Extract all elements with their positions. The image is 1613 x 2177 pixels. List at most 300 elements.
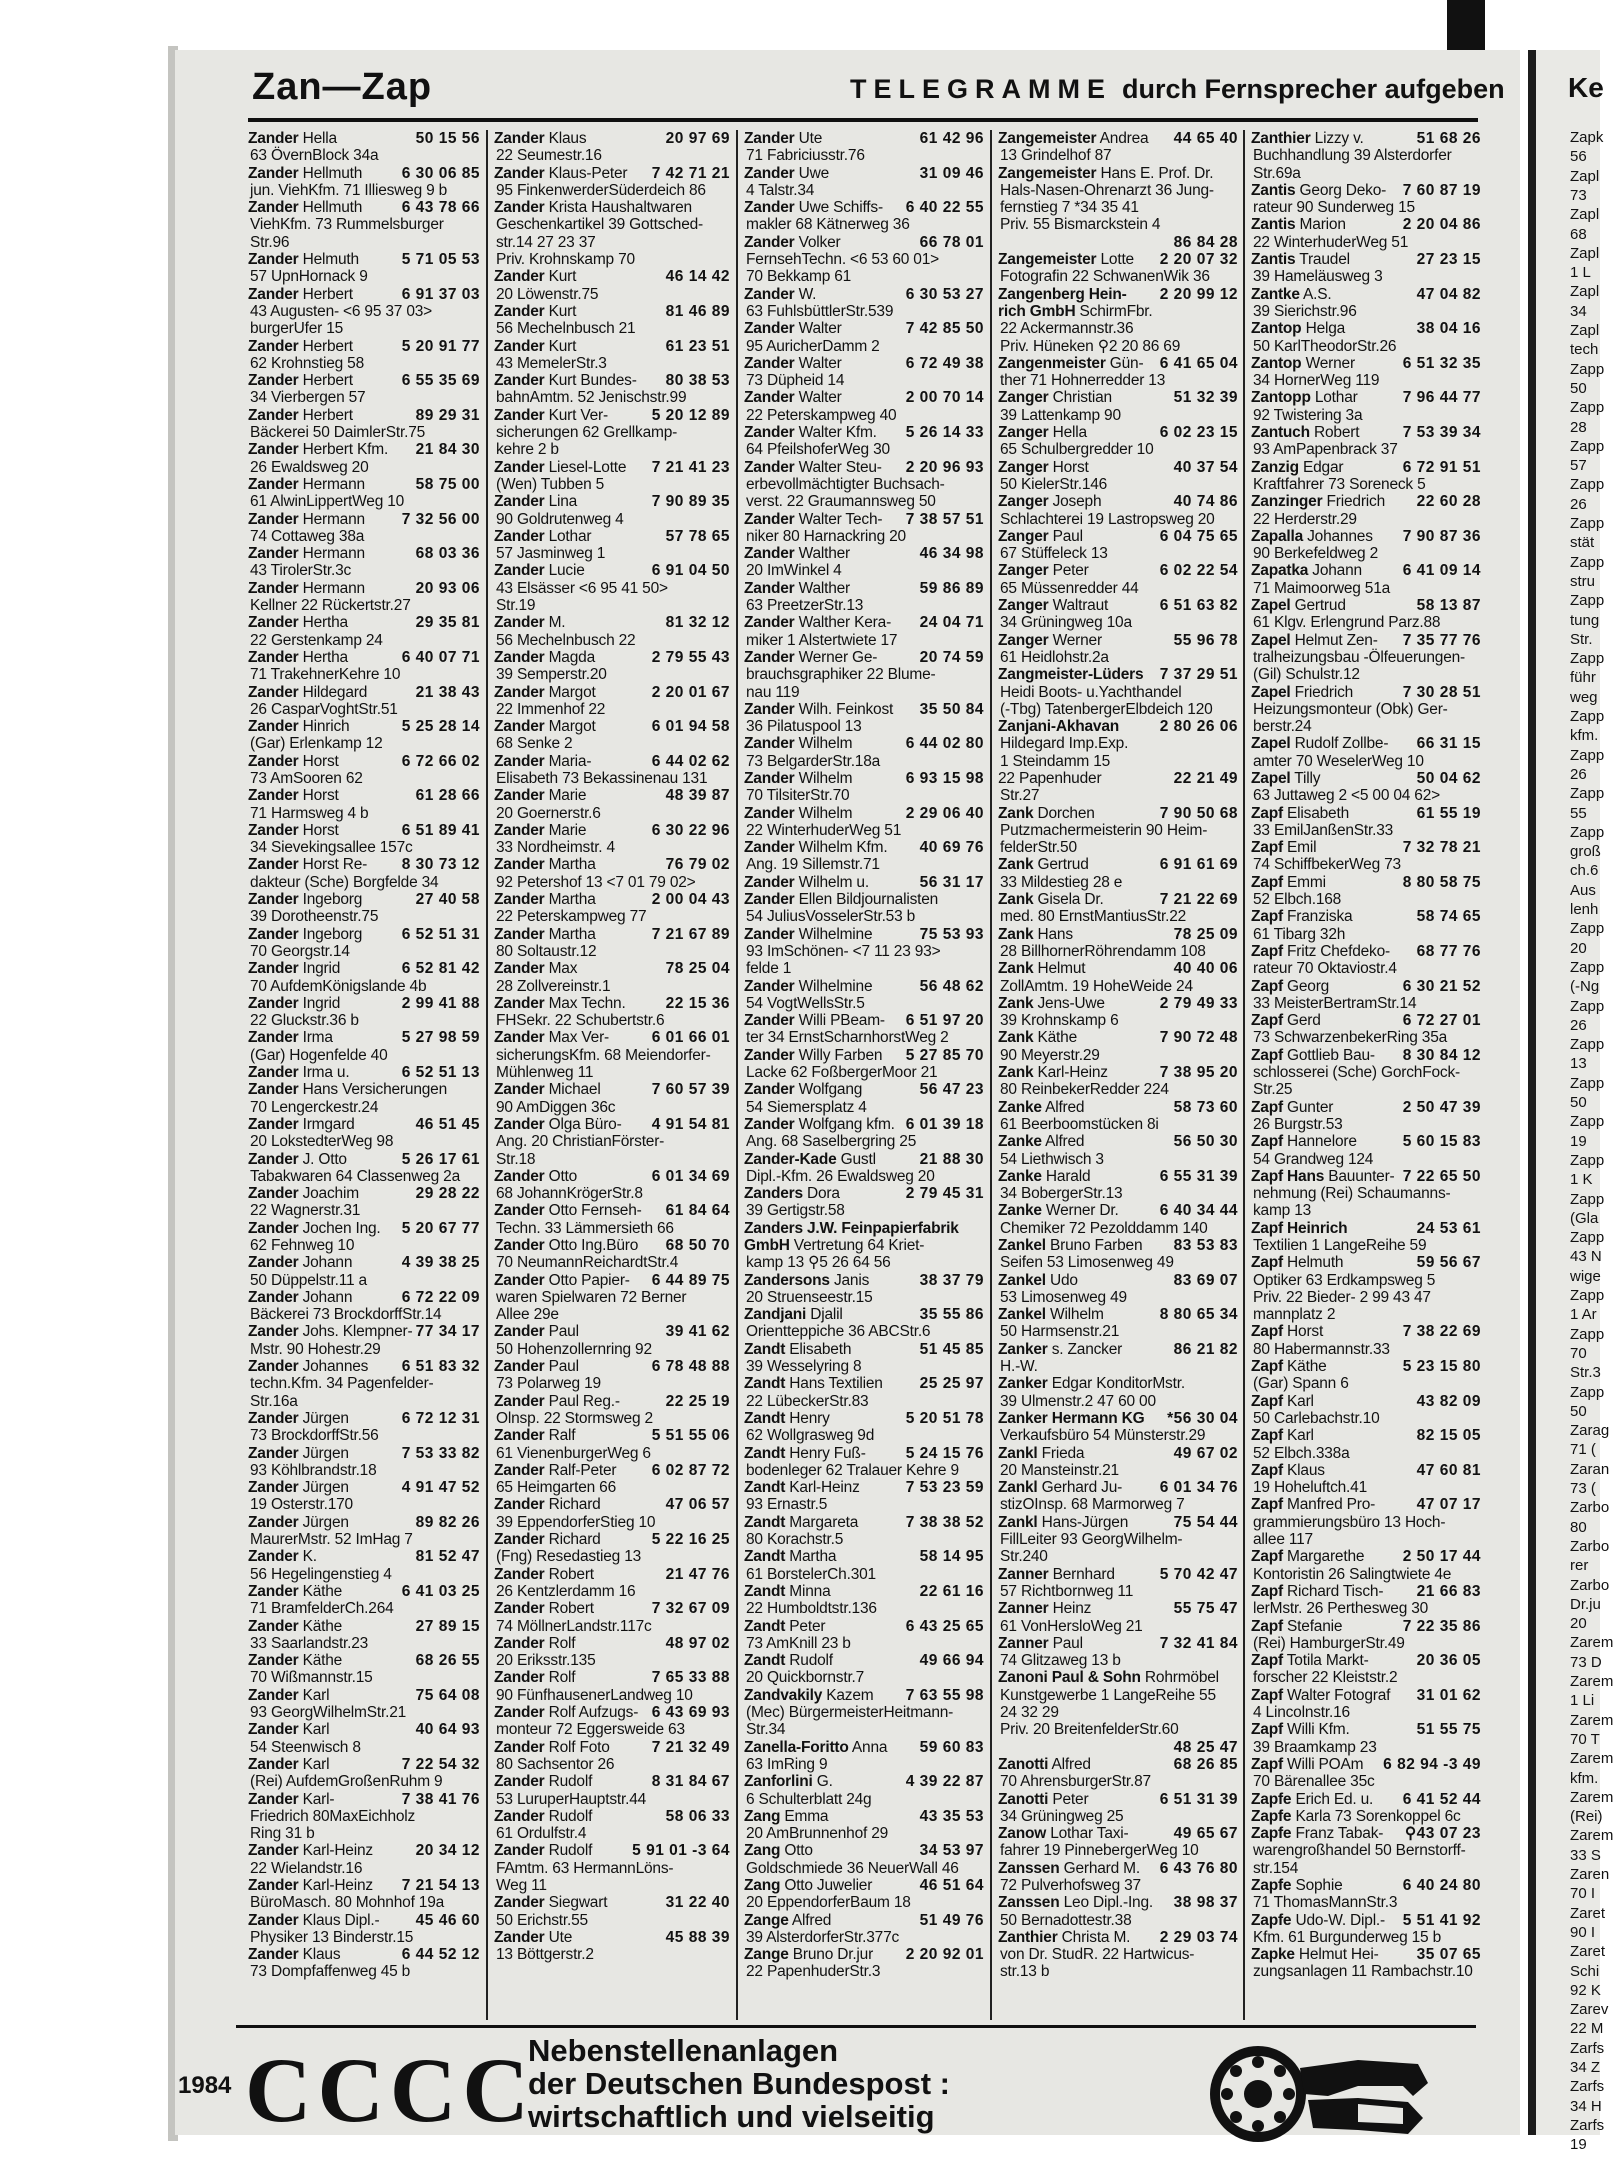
listing-given-name: Johannes bbox=[298, 1358, 369, 1376]
listing-name-group bbox=[494, 1808, 592, 1825]
listing-line bbox=[248, 995, 480, 1012]
next-page-fragment: tech bbox=[1570, 341, 1599, 359]
listing-name-group bbox=[998, 1306, 1104, 1323]
listing-entry bbox=[248, 1652, 480, 1687]
listing-entry bbox=[998, 1929, 1238, 1981]
listing-phone-number: 5 20 51 78 bbox=[905, 1409, 984, 1427]
listing-surname: Zander bbox=[494, 891, 545, 909]
listing-surname: Zank bbox=[998, 891, 1034, 909]
listing-given-name: Emil bbox=[1282, 839, 1317, 857]
listing-name-group bbox=[248, 1721, 329, 1738]
listing-phone-number: 59 60 83 bbox=[919, 1738, 984, 1756]
listing-detail: (Rei) HamburgerStr.49 bbox=[1253, 1634, 1405, 1652]
listing-phone-number: 6 44 02 80 bbox=[905, 735, 984, 753]
listing-phone-number: 2 20 96 93 bbox=[905, 458, 984, 476]
listing-surname: Zander bbox=[248, 1358, 299, 1376]
listing-name-group bbox=[1251, 355, 1355, 372]
listing-line bbox=[494, 130, 730, 147]
listing-entry bbox=[248, 891, 480, 926]
listing-entry bbox=[248, 614, 480, 649]
listing-phone-number: 6 01 34 69 bbox=[651, 1167, 730, 1185]
listing-phone-number: 31 01 62 bbox=[1416, 1686, 1481, 1704]
listing-phone-number: 40 74 86 bbox=[1173, 493, 1238, 511]
listing-detail: verst. 22 Graumannsweg 50 bbox=[746, 493, 936, 511]
listing-surname: Zapf bbox=[1251, 1133, 1283, 1151]
listing-detail: BüroMasch. 80 Mohnhof 19a bbox=[250, 1894, 445, 1912]
listing-name-group bbox=[248, 1185, 359, 1202]
listing-entry bbox=[494, 1029, 730, 1081]
listing-surname: Zanoni Paul & Sohn bbox=[998, 1669, 1141, 1687]
listing-detail: 20 EppendorferBaum 18 bbox=[746, 1894, 911, 1912]
listing-line bbox=[248, 1842, 480, 1859]
listing-surname: Zantke bbox=[1251, 285, 1300, 303]
listing-entry bbox=[248, 1479, 480, 1514]
listing-name-group bbox=[248, 1583, 342, 1600]
listing-phone-number: 22 21 49 bbox=[1173, 769, 1238, 787]
listing-phone-number: 6 30 22 96 bbox=[651, 821, 730, 839]
next-page-fragment: Zapp bbox=[1570, 920, 1605, 938]
listing-detail: 73 SchwarzenbekerRing 35a bbox=[1253, 1029, 1448, 1047]
listing-entry bbox=[744, 1445, 984, 1480]
listing-name-group bbox=[494, 1237, 638, 1254]
listing-given-name: Peter bbox=[785, 1617, 826, 1635]
listing-name-group bbox=[494, 372, 637, 389]
listing-phone-number: 6 52 51 31 bbox=[401, 925, 480, 943]
listing-entry bbox=[744, 1912, 984, 1947]
listing-detail: felde 1 bbox=[746, 960, 792, 978]
listing-surname: Zander bbox=[248, 164, 299, 182]
listing-entry bbox=[1251, 1133, 1481, 1168]
listing-given-name: Christa M. bbox=[1057, 1928, 1131, 1946]
listing-phone-number: 5 25 28 14 bbox=[401, 718, 480, 736]
listing-surname: Zapel bbox=[1251, 683, 1291, 701]
next-page-fragment: tung bbox=[1570, 611, 1600, 629]
listing-name-group bbox=[494, 1202, 642, 1219]
listing-surname: Zander bbox=[248, 1185, 299, 1203]
listing-line bbox=[248, 1410, 480, 1427]
listing-phone-number: 2 79 45 31 bbox=[905, 1185, 984, 1203]
listing-given-name: Wilhelmine bbox=[794, 977, 873, 995]
listing-entry bbox=[744, 1272, 984, 1307]
listing-phone-number: 58 14 95 bbox=[919, 1548, 984, 1566]
listing-phone-number: 31 22 40 bbox=[665, 1894, 730, 1912]
listing-entry bbox=[744, 1341, 984, 1376]
listing-entry bbox=[1251, 874, 1481, 909]
listing-detail: str.13 b bbox=[1000, 1963, 1050, 1981]
listing-name-group bbox=[494, 303, 576, 320]
listing-detail: rateur 90 Sunderweg 15 bbox=[1253, 199, 1415, 217]
listing-detail: 50 KarlTheodorStr.26 bbox=[1253, 337, 1397, 355]
listing-name-group bbox=[1251, 1496, 1375, 1513]
listing-phone-number: 86 84 28 bbox=[1173, 233, 1238, 251]
listing-detail: 61 Tibarg 32h bbox=[1253, 925, 1346, 943]
listing-line bbox=[248, 684, 480, 701]
listing-given-name: Robert bbox=[1309, 424, 1360, 442]
listing-given-name: Kurt bbox=[544, 302, 577, 320]
listing-phone-number: 21 66 83 bbox=[1416, 1582, 1481, 1600]
listing-name-group bbox=[1251, 805, 1349, 822]
listing-surname: Zander bbox=[744, 458, 795, 476]
listing-line bbox=[998, 632, 1238, 649]
listing-line bbox=[744, 130, 984, 147]
listing-line bbox=[998, 1272, 1238, 1289]
listing-name-group bbox=[998, 389, 1112, 406]
listing-phone-number: 6 41 03 25 bbox=[401, 1582, 480, 1600]
next-page-fragment: 1 K bbox=[1570, 1171, 1593, 1189]
listing-given-name: Käthe bbox=[1033, 1029, 1078, 1047]
listing-surname: Zanssen bbox=[998, 1894, 1060, 1912]
listing-line bbox=[744, 649, 984, 666]
listing-given-name: Stefanie bbox=[1282, 1617, 1343, 1635]
listing-detail: 34 Grüningweg 10a bbox=[1000, 614, 1132, 632]
listing-entry bbox=[744, 1151, 984, 1186]
listing-name-group bbox=[494, 165, 627, 182]
listing-detail: (Gar) Spann 6 bbox=[1253, 1375, 1349, 1393]
listing-line bbox=[998, 1445, 1238, 1462]
listing-phone-number: 51 32 39 bbox=[1173, 389, 1238, 407]
listing-surname: Zander bbox=[248, 1064, 299, 1082]
listing-line bbox=[1251, 684, 1481, 701]
listing-given-name: Gün- bbox=[1105, 354, 1144, 372]
listing-detail: Allee 29e bbox=[496, 1306, 559, 1324]
listing-name-group bbox=[998, 1445, 1084, 1462]
next-page-fragment: Zapp bbox=[1570, 399, 1605, 417]
listing-entry bbox=[1251, 493, 1481, 528]
listing-surname: Zanger bbox=[998, 424, 1049, 442]
next-page-fragment: 50 bbox=[1570, 1402, 1587, 1420]
listing-phone-number: 2 20 99 12 bbox=[1159, 285, 1238, 303]
next-page-edge bbox=[1528, 50, 1613, 2154]
next-page-fragment: Zapl bbox=[1570, 283, 1600, 301]
listing-line bbox=[1251, 735, 1481, 752]
next-page-fragment: 43 N bbox=[1570, 1248, 1602, 1266]
listing-surname: Zander bbox=[494, 648, 545, 666]
listing-name-group bbox=[248, 251, 359, 268]
listing-detail: 71 BramfelderCh.264 bbox=[250, 1600, 394, 1618]
listing-entry bbox=[248, 407, 480, 442]
next-page-fragment: weg bbox=[1570, 688, 1598, 706]
listing-name-group bbox=[494, 1081, 601, 1098]
listing-given-name: Otto Ing.Büro bbox=[544, 1237, 639, 1254]
listing-given-name: Hans bbox=[1033, 925, 1073, 943]
listing-entry bbox=[248, 1946, 480, 1981]
listing-surname: Zander bbox=[248, 718, 299, 736]
listing-line bbox=[998, 493, 1238, 510]
listing-name-group bbox=[494, 1427, 575, 1444]
listing-entry bbox=[744, 1773, 984, 1808]
listing-surname: Zander bbox=[744, 804, 795, 822]
listing-name-group bbox=[248, 856, 367, 873]
listing-line bbox=[998, 1600, 1238, 1617]
listing-line bbox=[744, 735, 984, 752]
listing-detail: 57 Jasminweg 1 bbox=[496, 545, 606, 563]
listing-line bbox=[494, 1704, 730, 1721]
directory-column-5 bbox=[1251, 130, 1481, 2020]
listing-line bbox=[744, 614, 984, 631]
listing-line bbox=[744, 1445, 984, 1462]
listing-surname: Zander bbox=[248, 1911, 299, 1929]
next-page-fragment: 34 H bbox=[1570, 2097, 1602, 2115]
next-page-fragment: 57 bbox=[1570, 457, 1587, 475]
listing-entry bbox=[1251, 389, 1481, 424]
listing-phone-number: 47 06 57 bbox=[665, 1496, 730, 1514]
listing-name-group bbox=[744, 978, 872, 995]
listing-line bbox=[744, 1185, 984, 1202]
listing-surname: Zapatka bbox=[1251, 562, 1309, 580]
listing-detail: Bäckerei 73 BrockdorffStr.14 bbox=[250, 1306, 442, 1324]
listing-entry bbox=[744, 130, 984, 165]
next-page-fragment: 26 bbox=[1570, 1016, 1587, 1034]
listing-surname: Zapf bbox=[1251, 908, 1283, 926]
listing-detail: Olnsp. 22 Stormsweg 2 bbox=[496, 1409, 653, 1427]
listing-given-name: Wilhelm Kfm. bbox=[794, 839, 888, 857]
listing-name-group bbox=[1251, 216, 1346, 233]
listing-given-name: Martha bbox=[785, 1548, 837, 1566]
next-page-fragment: Zapp bbox=[1570, 1190, 1605, 1208]
listing-entry bbox=[248, 441, 480, 476]
listing-line bbox=[494, 891, 730, 908]
next-page-fragment: 70 T bbox=[1570, 1730, 1600, 1748]
listing-entry bbox=[744, 1220, 984, 1272]
listing-entry bbox=[744, 511, 984, 546]
listing-detail: Priv. 22 Bieder- 2 99 43 47 bbox=[1253, 1288, 1431, 1306]
listing-line bbox=[248, 476, 480, 493]
listing-phone-number: 6 51 63 82 bbox=[1159, 597, 1238, 615]
listing-name-group bbox=[744, 1185, 840, 1202]
listing-surname: Zander bbox=[494, 406, 545, 424]
listing-entry bbox=[744, 459, 984, 511]
listing-detail: 43 Augusten- <6 95 37 03> bbox=[250, 302, 433, 320]
listing-given-name: Hans Textilien bbox=[785, 1375, 883, 1393]
listing-given-name: Rudolf bbox=[785, 1652, 833, 1670]
listing-detail: 28 Zollvereinstr.1 bbox=[496, 977, 611, 995]
listing-line bbox=[248, 1358, 480, 1375]
listing-entry bbox=[1251, 1099, 1481, 1134]
listing-phone-number: 6 72 22 09 bbox=[401, 1288, 480, 1306]
listing-entry bbox=[494, 614, 730, 649]
listing-line bbox=[248, 511, 480, 528]
listing-name-group bbox=[248, 1220, 381, 1237]
listing-entry bbox=[248, 1618, 480, 1653]
listing-line bbox=[744, 1583, 984, 1600]
listing-surname: Zander bbox=[494, 493, 545, 511]
listing-given-name: Margot bbox=[544, 683, 596, 701]
listing-line bbox=[744, 1375, 984, 1392]
next-page-fragment: Zarfs bbox=[1570, 2078, 1605, 2096]
listing-name-group bbox=[248, 787, 339, 804]
listing-given-name: Leo Dipl.-Ing. bbox=[1059, 1894, 1153, 1912]
listing-line bbox=[998, 1756, 1238, 1773]
listing-entry bbox=[494, 1237, 730, 1272]
listing-entry bbox=[248, 545, 480, 580]
listing-entry bbox=[494, 372, 730, 407]
listing-phone-number: 29 28 22 bbox=[415, 1185, 480, 1203]
listing-detail: 74 Glitzaweg 13 b bbox=[1000, 1652, 1121, 1670]
next-page-title: Ke bbox=[1568, 72, 1604, 103]
listing-surname: Zapf bbox=[1251, 1392, 1283, 1410]
listing-given-name: J. Otto bbox=[298, 1150, 347, 1168]
listing-detail: 20 Löwenstr.75 bbox=[496, 285, 599, 303]
listing-phone-number: 58 74 65 bbox=[1416, 908, 1481, 926]
listing-name-group bbox=[744, 1842, 813, 1859]
next-page-fragment: Zapp bbox=[1570, 650, 1605, 668]
listing-surname: Zandt bbox=[744, 1375, 786, 1393]
listing-line bbox=[248, 1254, 480, 1271]
listing-given-name: Gisela Dr. bbox=[1033, 891, 1104, 909]
listing-given-name: Herbert Kfm. bbox=[298, 441, 389, 459]
listing-phone-number: 2 20 04 86 bbox=[1402, 216, 1481, 234]
listing-detail: bahnAmtm. 52 Jenischstr.99 bbox=[496, 389, 687, 407]
listing-given-name: Klaus Dipl.- bbox=[298, 1911, 380, 1929]
listing-surname: Zander bbox=[494, 1496, 545, 1514]
listing-line bbox=[248, 891, 480, 908]
listing-given-name: Kazem bbox=[822, 1686, 874, 1704]
listing-given-name: Minna bbox=[785, 1582, 831, 1600]
listing-phone-number: 38 98 37 bbox=[1173, 1894, 1238, 1912]
listing-detail: 34 Vierbergen 57 bbox=[250, 389, 366, 407]
listing-line bbox=[744, 1514, 984, 1531]
listing-surname: Zander bbox=[744, 1081, 795, 1099]
listing-line bbox=[1251, 355, 1481, 372]
listing-entry bbox=[248, 1410, 480, 1445]
listing-name-group bbox=[1251, 1427, 1314, 1444]
listing-surname: Zapel bbox=[1251, 597, 1291, 615]
listing-detail: Kontoristin 26 Salingtwiete 4e bbox=[1253, 1565, 1452, 1583]
listing-line bbox=[998, 1860, 1238, 1877]
listing-detail: 56 Mechelnbusch 21 bbox=[496, 320, 636, 338]
listing-surname: Zander bbox=[248, 1617, 299, 1635]
listing-name-group bbox=[1251, 182, 1386, 199]
listing-name-group bbox=[1251, 1254, 1343, 1271]
listing-surname: Zantuch bbox=[1251, 424, 1310, 442]
listing-entry bbox=[494, 926, 730, 961]
next-page-fragment: Zapp bbox=[1570, 1113, 1605, 1131]
listing-detail: 50 Harmsenstr.21 bbox=[1000, 1323, 1120, 1341]
listing-line bbox=[248, 960, 480, 977]
listing-detail: med. 80 ErnstMantiusStr.22 bbox=[1000, 908, 1187, 926]
listing-given-name: Max Techn. bbox=[544, 994, 626, 1012]
listing-given-name: Werner Dr. bbox=[1041, 1202, 1119, 1220]
listing-surname: Zangenmeister bbox=[998, 354, 1106, 372]
listing-line bbox=[998, 995, 1238, 1012]
listing-line bbox=[744, 199, 984, 216]
listing-surname: Zankel bbox=[998, 1237, 1046, 1254]
listing-entry bbox=[494, 1393, 730, 1428]
listing-phone-number: 6 30 53 27 bbox=[905, 285, 984, 303]
listing-entry bbox=[1251, 1289, 1481, 1324]
listing-detail: Mühlenweg 11 bbox=[496, 1064, 594, 1082]
listing-surname: Zapf bbox=[1251, 1098, 1283, 1116]
listing-line bbox=[744, 1842, 984, 1859]
listing-detail: 26 CasparVoghtStr.51 bbox=[250, 700, 398, 718]
listing-phone-number: 7 90 72 48 bbox=[1159, 1029, 1238, 1047]
listing-detail: 26 Ewaldsweg 20 bbox=[250, 458, 369, 476]
listing-entry bbox=[744, 805, 984, 840]
listing-surname: Zander bbox=[494, 1600, 545, 1618]
listing-name-group bbox=[248, 545, 365, 562]
listing-phone-number: 48 39 87 bbox=[665, 787, 730, 805]
listing-given-name: Helga bbox=[1301, 320, 1346, 338]
listing-surname: Zapfe bbox=[1251, 1876, 1292, 1894]
next-page-fragment: 1 Ar bbox=[1570, 1306, 1597, 1324]
listing-detail: Str.96 bbox=[250, 233, 290, 251]
listing-detail: monteur 72 Eggersweide 63 bbox=[496, 1721, 685, 1739]
listing-detail: Priv. 55 Bismarckstein 4 bbox=[1000, 216, 1161, 234]
listing-given-name: Kurt bbox=[544, 268, 577, 286]
listing-given-name: Gottlieb Bau- bbox=[1282, 1046, 1375, 1064]
listing-name-group bbox=[494, 856, 596, 873]
listing-detail: 50 Bernadottestr.38 bbox=[1000, 1911, 1132, 1929]
listing-given-name: Martha bbox=[544, 891, 596, 909]
listing-detail: Str.18 bbox=[496, 1150, 536, 1168]
listing-surname: Zander bbox=[248, 1876, 299, 1894]
listing-line bbox=[494, 1393, 730, 1410]
listing-line bbox=[494, 856, 730, 873]
listing-line bbox=[744, 580, 984, 597]
listing-entry bbox=[744, 580, 984, 615]
listing-line bbox=[1251, 182, 1481, 199]
listing-detail: 13 Grindelhof 87 bbox=[1000, 147, 1112, 165]
listing-name-group bbox=[744, 355, 842, 372]
listing-line bbox=[494, 1808, 730, 1825]
listing-phone-number: 83 53 83 bbox=[1173, 1237, 1238, 1254]
listing-entry bbox=[494, 1427, 730, 1462]
listing-given-name: Liesel-Lotte bbox=[544, 458, 627, 476]
listing-line bbox=[248, 1618, 480, 1635]
listing-entry bbox=[998, 1791, 1238, 1826]
listing-entry bbox=[998, 718, 1238, 770]
listing-line bbox=[494, 1600, 730, 1617]
listing-surname: Zander bbox=[248, 545, 299, 563]
listing-name-group bbox=[248, 372, 353, 389]
listing-name-group bbox=[744, 1618, 825, 1635]
listing-surname: Zander bbox=[248, 614, 299, 632]
listing-surname: Zander bbox=[494, 960, 545, 978]
listing-surname: Zander bbox=[494, 1237, 545, 1254]
listing-detail: jun. ViehKfm. 71 Illiesweg 9 b bbox=[250, 181, 448, 199]
listing-surname: Zander bbox=[494, 458, 545, 476]
listing-given-name: Hella bbox=[298, 130, 337, 147]
listing-name-group bbox=[1251, 1946, 1379, 1963]
listing-line bbox=[998, 1566, 1238, 1583]
listing-detail: rateur 70 Oktaviostr.4 bbox=[1253, 960, 1397, 978]
listing-detail: 54 Siemersplatz 4 bbox=[746, 1098, 867, 1116]
listing-line bbox=[998, 1635, 1238, 1652]
listing-detail: 72 Pulverhofsweg 37 bbox=[1000, 1876, 1141, 1894]
next-page-fragment: kfm. bbox=[1570, 1769, 1599, 1787]
listing-surname: Zanders bbox=[744, 1185, 803, 1203]
listing-phone-number: 5 20 67 77 bbox=[401, 1219, 480, 1237]
listing-name-group bbox=[248, 1652, 342, 1669]
listing-detail: berstr.24 bbox=[1253, 718, 1312, 736]
next-page-fragment: Zarfs bbox=[1570, 2116, 1605, 2134]
listing-entry bbox=[248, 165, 480, 200]
listing-phone-number: 6 02 22 54 bbox=[1159, 562, 1238, 580]
listing-surname: Zander bbox=[744, 424, 795, 442]
listing-phone-number: 6 72 91 51 bbox=[1402, 458, 1481, 476]
listing-surname: Zandt bbox=[744, 1409, 786, 1427]
listing-entry bbox=[998, 528, 1238, 563]
listing-given-name: Wilhelm bbox=[1045, 1306, 1104, 1324]
listing-entry bbox=[998, 597, 1238, 632]
listing-line bbox=[744, 320, 984, 337]
listing-entry bbox=[744, 1012, 984, 1047]
telephone-icon bbox=[1208, 2038, 1433, 2150]
listing-detail: Tabakwaren 64 Classenweg 2a bbox=[250, 1167, 461, 1185]
listing-name-group bbox=[744, 1739, 887, 1756]
listing-surname: Zapel bbox=[1251, 769, 1291, 787]
ad-line-2: der Deutschen Bundespost : bbox=[528, 2066, 950, 2101]
